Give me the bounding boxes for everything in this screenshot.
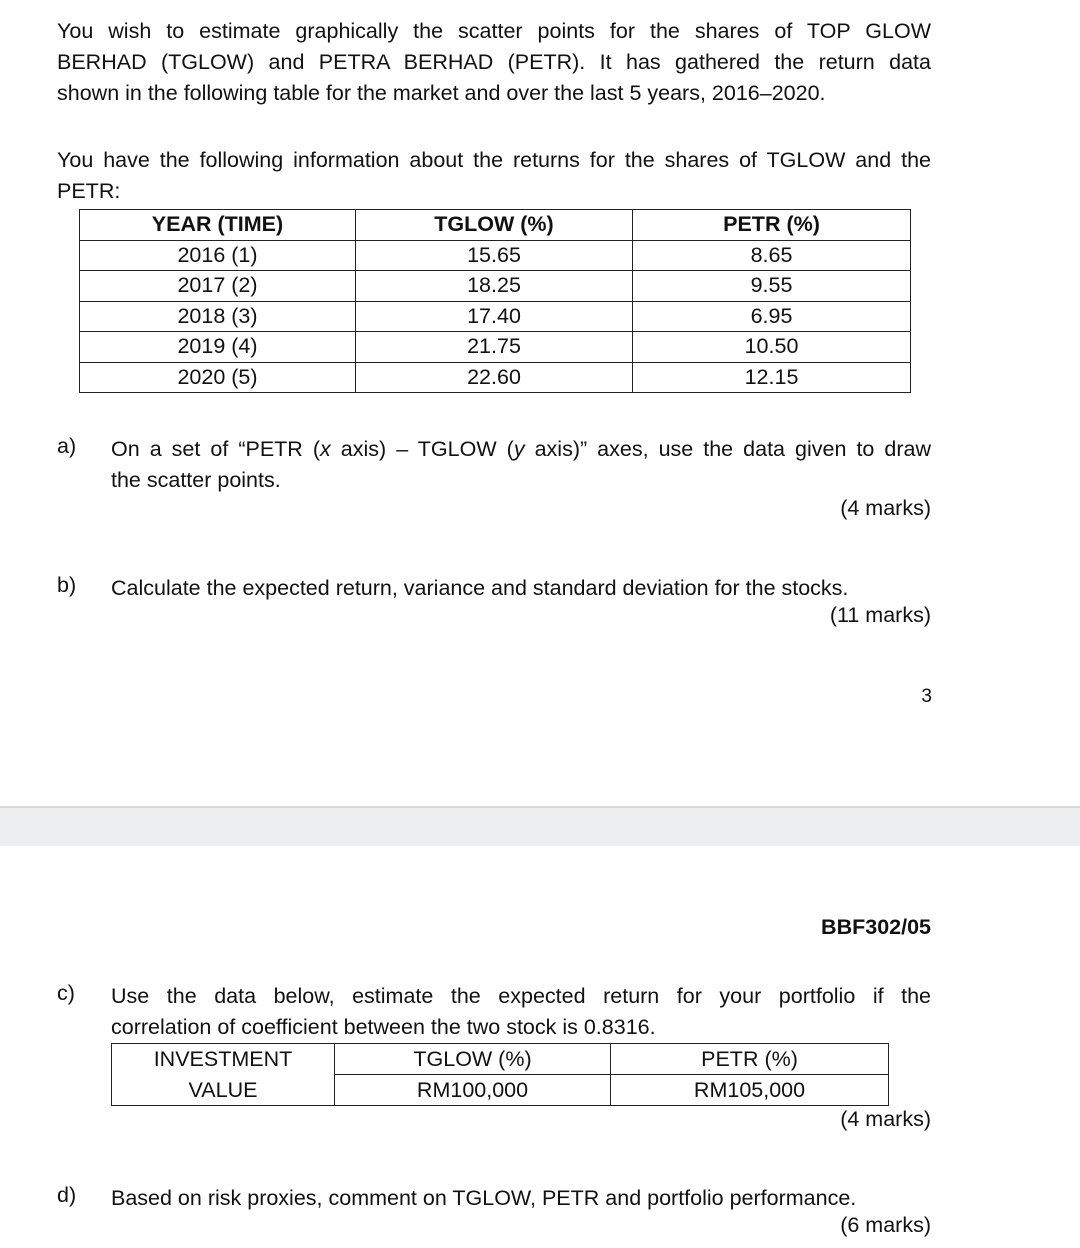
question-c-label: c) — [57, 981, 75, 1005]
cell-tglow: 18.25 — [356, 271, 633, 302]
header-tglow: TGLOW (%) — [356, 210, 633, 241]
intro-line-3: shown in the following table for the market and over the last 5 years, 2016–2020. — [57, 81, 826, 105]
table-row — [80, 301, 911, 332]
investment-value-tglow: RM100,000 — [335, 1075, 611, 1106]
page-separator — [0, 808, 1080, 846]
question-b-text: Calculate the expected return, variance and standard deviation for the stocks. — [111, 576, 849, 600]
investment-header-row — [112, 1044, 889, 1075]
table-row — [80, 240, 911, 271]
question-a-text-part: axis)” axes, use the data given to draw — [524, 437, 931, 461]
question-c-text — [111, 981, 931, 1043]
table-header-row — [80, 210, 911, 241]
question-c-line-2: correlation of coefficient between the two stock is 0.8316. — [111, 1015, 656, 1039]
cell-year: 2018 (3) — [80, 301, 356, 332]
header-year: YEAR (TIME) — [80, 210, 356, 241]
header-petr: PETR (%) — [633, 210, 911, 241]
investment-value-row — [112, 1075, 889, 1106]
question-d-text: Based on risk proxies, comment on TGLOW, PETR and portfolio performance. — [111, 1186, 857, 1210]
cell-year: 2019 (4) — [80, 332, 356, 363]
cell-year: 2016 (1) — [80, 240, 356, 271]
table-row — [80, 271, 911, 302]
question-a-line-2: the scatter points. — [111, 468, 281, 492]
page-number: 3 — [921, 686, 932, 707]
cell-petr: 10.50 — [633, 332, 911, 363]
cell-tglow: 17.40 — [356, 301, 633, 332]
question-a-text — [111, 434, 931, 496]
question-c-line-1: Use the data below, estimate the expected return for your portfolio if the — [111, 984, 931, 1008]
y-axis-variable: y — [513, 437, 525, 461]
question-a-text-part: axis) – TGLOW ( — [330, 437, 514, 461]
cell-tglow: 21.75 — [356, 332, 633, 363]
info-line-2: PETR: — [57, 179, 121, 203]
cell-tglow: 22.60 — [356, 362, 633, 393]
info-paragraph — [57, 145, 931, 207]
intro-line-1: You wish to estimate graphically the scatter points for the shares of TOP GLOW — [57, 19, 931, 43]
question-a-line-1 — [111, 434, 931, 465]
investment-value-petr: RM105,000 — [611, 1075, 889, 1106]
cell-petr: 8.65 — [633, 240, 911, 271]
table-row — [80, 362, 911, 393]
cell-petr: 6.95 — [633, 301, 911, 332]
cell-petr: 9.55 — [633, 271, 911, 302]
question-a-text-part: On a set of “PETR ( — [111, 437, 321, 461]
intro-line-2: BERHAD (TGLOW) and PETRA BERHAD (PETR). It has gathered the return data — [57, 50, 931, 74]
investment-header-petr: PETR (%) — [611, 1044, 889, 1075]
intro-paragraph — [57, 16, 931, 109]
question-d-label: d) — [57, 1183, 77, 1207]
cell-year: 2017 (2) — [80, 271, 356, 302]
investment-label-line-2: VALUE — [112, 1075, 335, 1106]
question-a-marks: (4 marks) — [840, 496, 931, 520]
cell-petr: 12.15 — [633, 362, 911, 393]
course-code: BBF302/05 — [821, 915, 931, 939]
table-row — [80, 332, 911, 363]
investment-header-tglow: TGLOW (%) — [335, 1044, 611, 1075]
cell-tglow: 15.65 — [356, 240, 633, 271]
question-c-marks: (4 marks) — [840, 1107, 931, 1131]
x-axis-variable: x — [320, 437, 331, 461]
question-b-marks: (11 marks) — [829, 603, 931, 627]
returns-table — [79, 209, 911, 393]
question-a-label: a) — [57, 434, 77, 458]
info-line-1: You have the following information about the returns for the shares of TGLOW and the — [57, 148, 931, 172]
question-d-marks: (6 marks) — [840, 1213, 931, 1237]
cell-year: 2020 (5) — [80, 362, 356, 393]
investment-table — [111, 1043, 889, 1106]
question-b-label: b) — [57, 573, 77, 597]
investment-label-line-1: INVESTMENT — [112, 1044, 335, 1075]
